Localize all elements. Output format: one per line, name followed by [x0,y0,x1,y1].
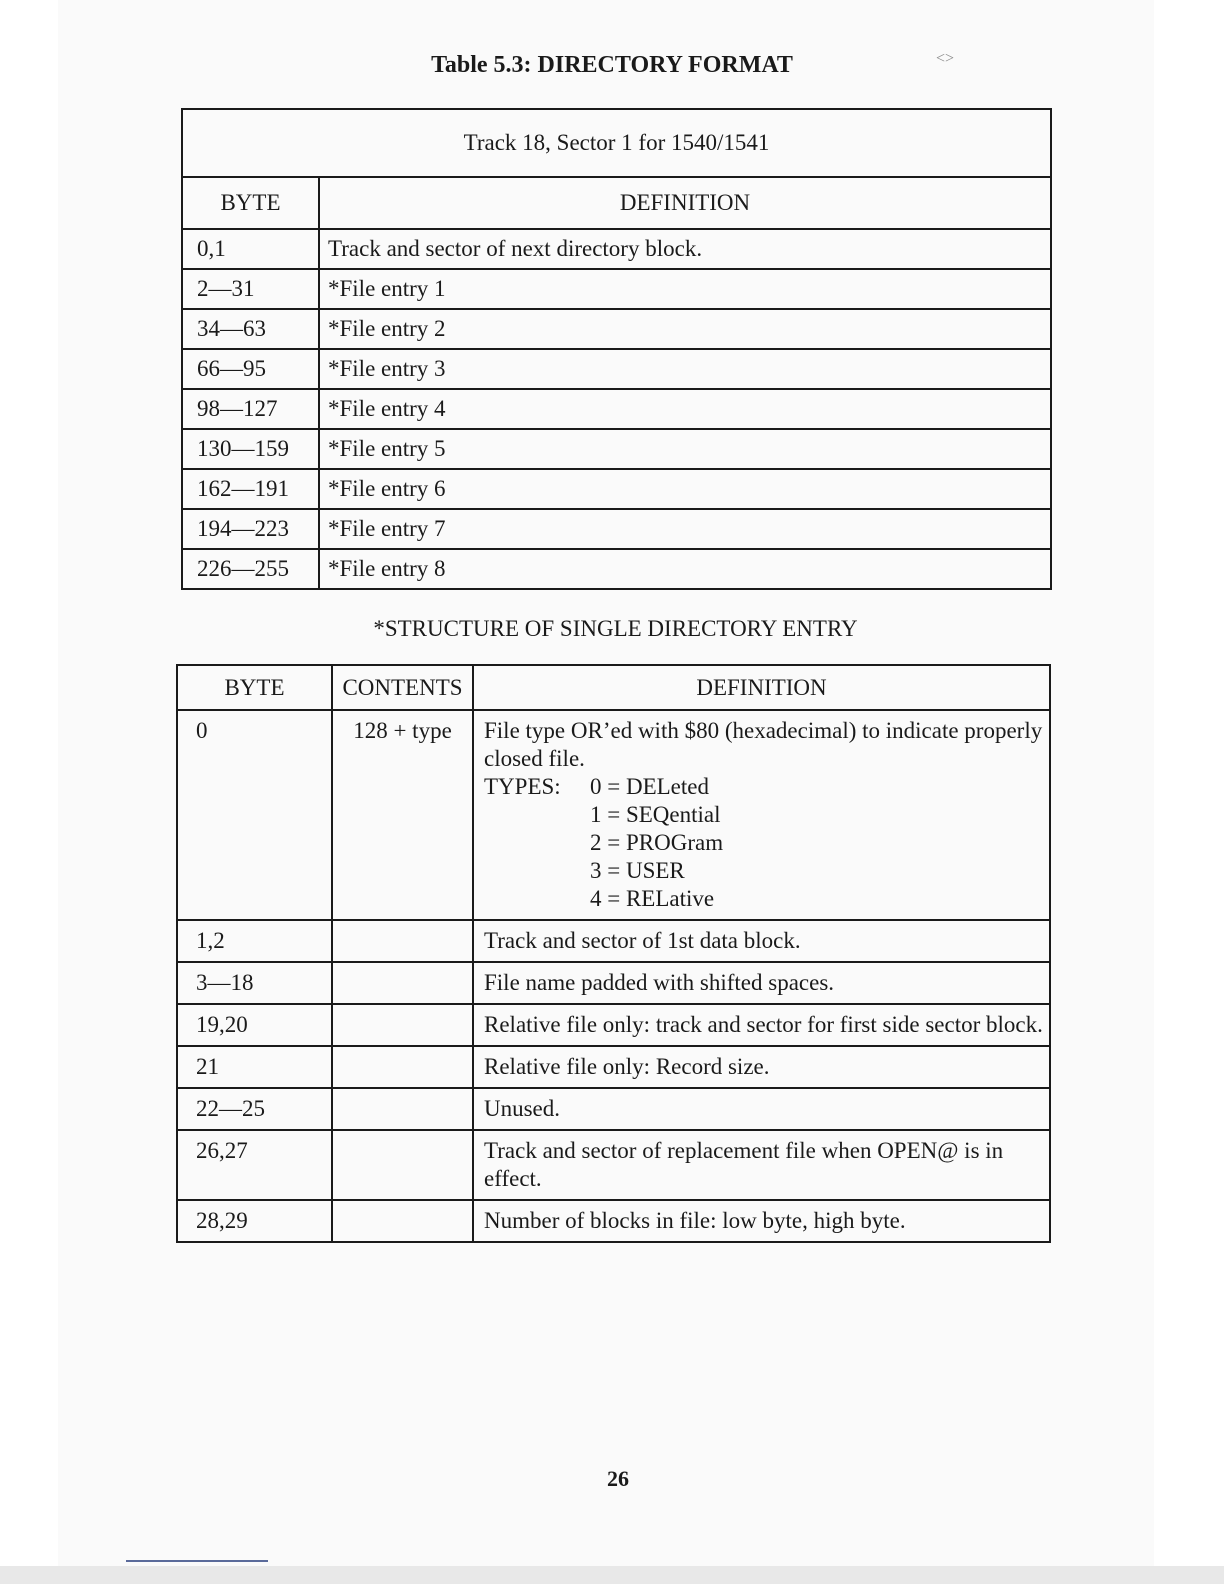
table-row [177,1088,1050,1130]
contents-cell [332,1130,473,1200]
file-type-value: 4 = RELative [590,886,715,911]
file-type-item [484,801,1043,829]
page-number: 26 [607,1466,629,1491]
definition-cell: Number of blocks in file: low byte, high byte. [473,1200,1050,1242]
definition-cell: File name padded with shifted spaces. [473,962,1050,1004]
definition-cell: *File entry 7 [319,509,1051,549]
byte-cell: 194—223 [182,509,319,549]
column-header-byte: BYTE [177,665,332,710]
table-row [182,469,1051,509]
column-header-definition: DEFINITION [319,177,1051,229]
definition-cell: *File entry 1 [319,269,1051,309]
table-row [182,309,1051,349]
table-row [182,429,1051,469]
byte-cell: 2—31 [182,269,319,309]
definition-cell [473,710,1050,920]
column-header-definition: DEFINITION [473,665,1050,710]
byte-cell: 0 [177,710,332,920]
byte-cell: 0,1 [182,229,319,269]
table-row [177,1130,1050,1200]
byte-cell: 19,20 [177,1004,332,1046]
definition-cell: Relative file only: track and sector for first side sector block. [473,1004,1050,1046]
table-row [182,229,1051,269]
contents-cell [332,1046,473,1088]
table-row [177,710,1050,920]
table-row [182,389,1051,429]
byte-cell: 3—18 [177,962,332,1004]
file-type-value: 2 = PROGram [590,830,724,855]
table-row [182,549,1051,589]
contents-cell: 128 + type [332,710,473,920]
table-row [177,920,1050,962]
table-title: Table 5.3: DIRECTORY FORMAT [431,52,793,78]
definition-cell: Relative file only: Record size. [473,1046,1050,1088]
byte-cell: 98—127 [182,389,319,429]
types-label: TYPES: [484,774,561,799]
definition-cell: Unused. [473,1088,1050,1130]
table-row [182,509,1051,549]
file-type-item [484,829,1043,857]
entry-structure-title: *STRUCTURE OF SINGLE DIRECTORY ENTRY [373,616,858,641]
file-type-item [484,885,1043,913]
table-row [182,269,1051,309]
definition-text: File type OR’ed with $80 (hexadecimal) to indicate properly closed file. [484,718,1043,771]
table-row [177,962,1050,1004]
contents-cell [332,962,473,1004]
definition-cell: Track and sector of replacement file when OPEN@ is in effect. [473,1130,1050,1200]
definition-cell: *File entry 6 [319,469,1051,509]
file-type-value: 0 = DELeted [590,774,709,799]
contents-cell [332,1004,473,1046]
definition-cell: *File entry 5 [319,429,1051,469]
directory-entry-structure-table [176,664,1051,1243]
directory-format-table [181,108,1052,590]
definition-cell: *File entry 8 [319,549,1051,589]
column-header-contents: CONTENTS [332,665,473,710]
file-type-value: 3 = USER [590,858,685,883]
byte-cell: 162—191 [182,469,319,509]
byte-cell: 66—95 [182,349,319,389]
byte-cell: 28,29 [177,1200,332,1242]
file-type-item [484,773,1043,801]
file-types-list [484,773,1043,913]
directory-table-header: Track 18, Sector 1 for 1540/1541 [182,109,1051,177]
definition-cell: *File entry 2 [319,309,1051,349]
byte-cell: 26,27 [177,1130,332,1200]
byte-cell: 130—159 [182,429,319,469]
byte-cell: 226—255 [182,549,319,589]
table-row [177,1004,1050,1046]
bottom-edge [0,1566,1224,1584]
definition-cell: Track and sector of 1st data block. [473,920,1050,962]
byte-cell: 1,2 [177,920,332,962]
contents-cell [332,1200,473,1242]
byte-cell: 22—25 [177,1088,332,1130]
definition-cell: *File entry 4 [319,389,1051,429]
definition-cell: *File entry 3 [319,349,1051,389]
file-type-item [484,857,1043,885]
byte-cell: 34—63 [182,309,319,349]
table-row [177,1046,1050,1088]
contents-cell [332,1088,473,1130]
contents-cell [332,920,473,962]
corner-mark: <> [936,50,955,67]
definition-cell: Track and sector of next directory block. [319,229,1051,269]
byte-cell: 21 [177,1046,332,1088]
file-type-value: 1 = SEQential [590,802,721,827]
table-row [182,349,1051,389]
table-row [177,1200,1050,1242]
bottom-rule [126,1560,268,1562]
column-header-byte: BYTE [182,177,319,229]
